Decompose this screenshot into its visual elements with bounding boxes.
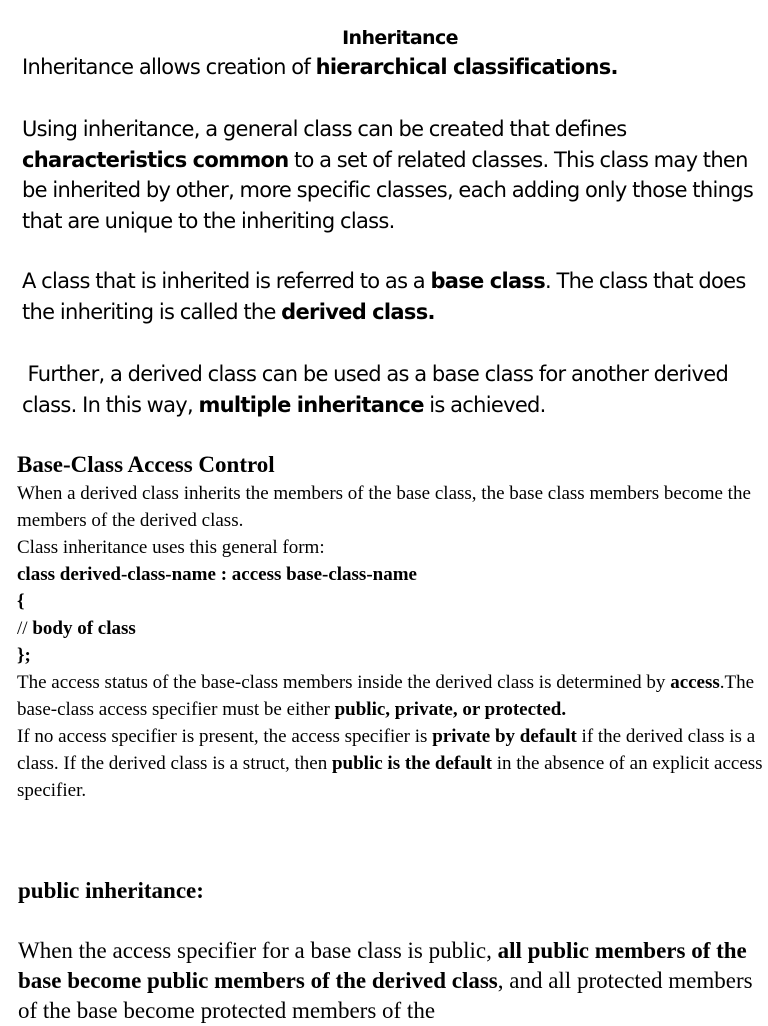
intro-paragraph-hierarchy [22, 52, 768, 83]
members-paragraph: When a derived class inherits the members of the base class, the base class members become the members of the derived class. [17, 483, 751, 531]
text: Inheritance allows creation of [22, 55, 316, 79]
access-control-section [17, 450, 767, 804]
general-form-label: Class inheritance uses this general form: [17, 537, 325, 558]
bold-text: derived class. [281, 299, 435, 324]
section-heading: Base-Class Access Control [17, 452, 275, 477]
bold-text: access [670, 672, 720, 693]
text: , and all protected members of the base become protected members of the [18, 968, 753, 1023]
text: If no access specifier is present, the access specifier is [17, 726, 433, 747]
text: is achieved. [423, 392, 546, 417]
bold-text: public, private, or protected. [334, 699, 567, 720]
public-inheritance-paragraph [18, 936, 768, 1026]
text: to a set of related classes. This class may then be inherited by other, more specific classes, each adding only those things that are unique to the inheriting class. [22, 147, 754, 233]
bold-text: public is the default [331, 753, 492, 774]
text: .The base-class access specifier must be either [17, 672, 755, 720]
access-status-paragraph [17, 669, 767, 723]
text: Further, a derived class can be used as a base class for another derived class. In this way, [22, 362, 729, 417]
public-inheritance-heading: public inheritance: [18, 878, 204, 903]
intro-paragraph-general-class [22, 114, 768, 236]
bold-text: hierarchical classifications. [315, 55, 618, 79]
text: . The class that does the inheriting is called the [22, 269, 746, 324]
intro-paragraph-multiple [22, 359, 768, 420]
code-text: body of class [32, 618, 136, 639]
text: in the absence of an explicit access specifier. [17, 753, 763, 801]
code-comment-prefix: // [17, 618, 33, 639]
default-specifier-paragraph [17, 723, 767, 804]
text: Using inheritance, a general class can be created that defines [22, 117, 627, 141]
bold-text: all public members of the base become public members of the derived class [18, 938, 747, 993]
code-line [17, 615, 767, 642]
code-line [17, 588, 767, 615]
code-line [17, 642, 767, 669]
text: When the access specifier for a base class is public, [18, 938, 498, 963]
bold-text: multiple inheritance [198, 392, 424, 417]
code-text: { [17, 591, 25, 612]
bold-text: characteristics common [22, 147, 289, 172]
text: A class that is inherited is referred to as a [22, 269, 431, 293]
code-line [17, 561, 767, 588]
code-text: class derived-class-name : access base-class-name [17, 564, 417, 585]
bold-text: private by default [432, 726, 577, 747]
page-title: Inheritance [342, 27, 458, 49]
code-text: }; [17, 645, 31, 666]
text: if the derived class is a class. If the derived class is a struct, then [17, 726, 756, 774]
text: The access status of the base-class members inside the derived class is determined by [17, 672, 671, 693]
bold-text: base class [430, 269, 546, 293]
intro-paragraph-base-derived [22, 266, 768, 327]
